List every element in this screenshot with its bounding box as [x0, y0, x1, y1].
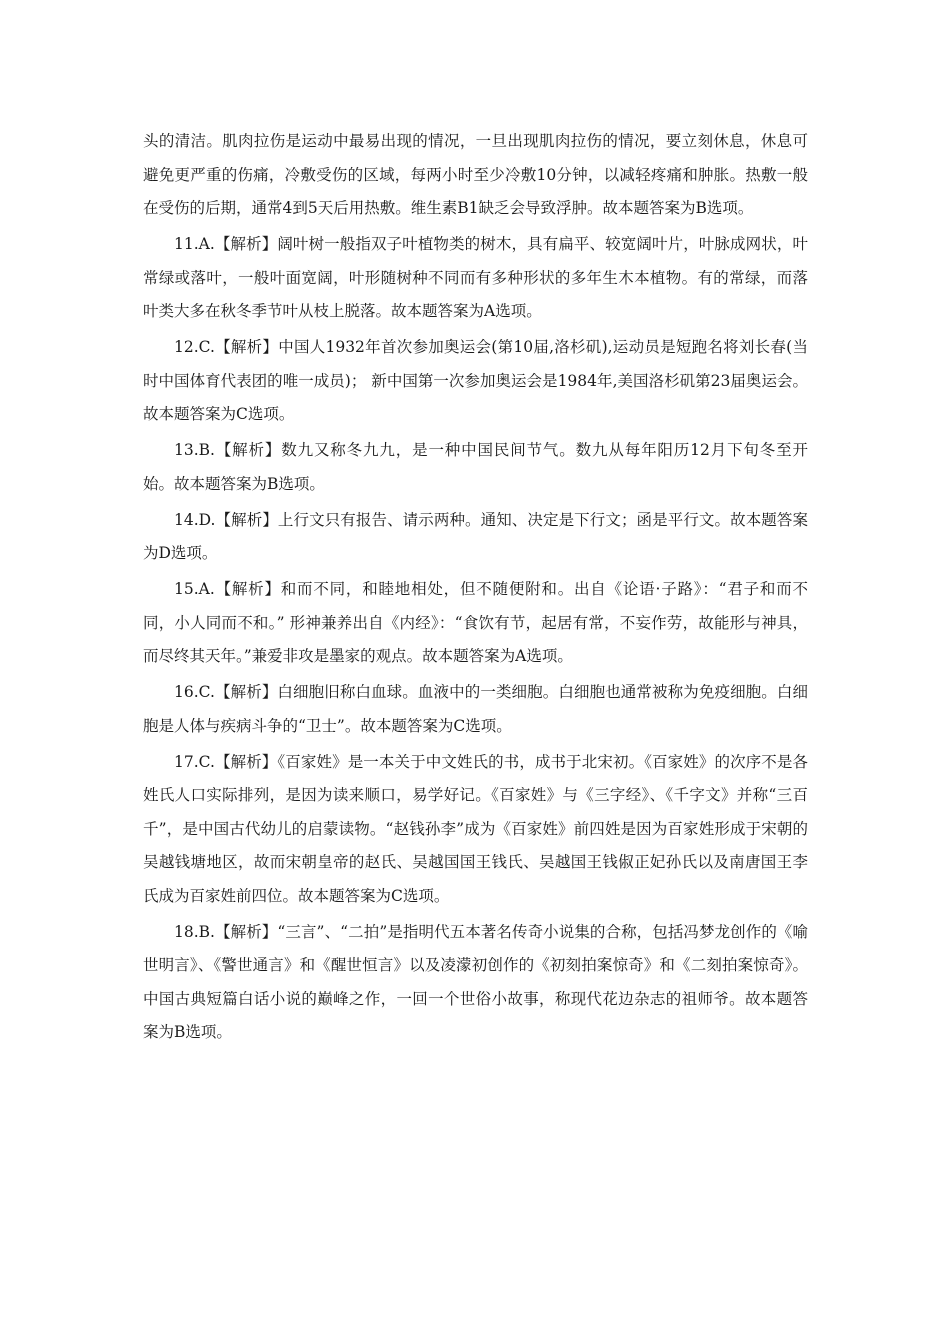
explanation-15: 15.A.【解析】和而不同，和睦地相处，但不随便附和。出自《论语·子路》：“君子和而不同，小人同而不和。” 形神兼养出自《内经》：“食饮有节，起居有常，不妄作劳，故能形与神具，而尽终其天年。”兼爱非攻是墨家的观点。故本题答案为A选项。: [143, 580, 808, 665]
explanation-12: 12.C.【解析】中国人1932年首次参加奥运会(第10届,洛杉矶),运动员是短跑名将刘长春(当时中国体育代表团的唯一成员)； 新中国第一次参加奥运会是1984年,美国洛杉矶第23届奥运会。故本题答案为C选项。: [143, 338, 808, 423]
explanation-11: 11.A.【解析】阔叶树一般指双子叶植物类的树木，具有扁平、较宽阔叶片，叶脉成网状，叶常绿或落叶，一般叶面宽阔，叶形随树种不同而有多种形状的多年生木本植物。有的常绿，而落叶类大多在秋冬季节叶从枝上脱落。故本题答案为A选项。: [143, 235, 808, 320]
explanation-14: 14.D.【解析】上行文只有报告、请示两种。通知、决定是下行文；函是平行文。故本题答案为D选项。: [143, 510, 808, 562]
answer-explanations: [143, 125, 808, 1052]
explanation-17: 17.C.【解析】《百家姓》是一本关于中文姓氏的书，成书于北宋初。《百家姓》的次序不是各姓氏人口实际排列，是因为读来顺口，易学好记。《百家姓》与《三字经》、《千字文》并称“三百千”，是中国古代幼儿的启蒙读物。“赵钱孙李”成为《百家姓》前四姓是因为百家姓形成于宋朝的吴越钱塘地区，故而宋朝皇帝的赵氏、吴越国国王钱氏、吴越国王钱俶正妃孙氏以及南唐国王李氏成为百家姓前四位。故本题答案为C选项。: [143, 752, 808, 905]
explanation-13: 13.B.【解析】数九又称冬九九，是一种中国民间节气。数九从每年阳历12月下旬冬至开始。故本题答案为B选项。: [143, 441, 808, 493]
explanation-18: 18.B.【解析】“三言”、“二拍”是指明代五本著名传奇小说集的合称，包括冯梦龙创作的《喻世明言》、《警世通言》和《醒世恒言》以及凌濛初创作的《初刻拍案惊奇》和《二刻拍案惊奇》。中国古典短篇白话小说的巅峰之作，一回一个世俗小故事，称现代花边杂志的祖师爷。故本题答案为B选项。: [143, 922, 808, 1041]
explanation-10-continued: 头的清洁。肌肉拉伤是运动中最易出现的情况，一旦出现肌肉拉伤的情况，要立刻休息，休息可避免更严重的伤痛，冷敷受伤的区域，每两小时至少冷敷10分钟，以减轻疼痛和肿胀。热敷一般在受伤的后期，通常4到5天后用热敷。维生素B1缺乏会导致浮肿。故本题答案为B选项。: [143, 132, 808, 217]
explanation-16: 16.C.【解析】白细胞旧称白血球。血液中的一类细胞。白细胞也通常被称为免疫细胞。白细胞是人体与疾病斗争的“卫士”。故本题答案为C选项。: [143, 683, 808, 735]
